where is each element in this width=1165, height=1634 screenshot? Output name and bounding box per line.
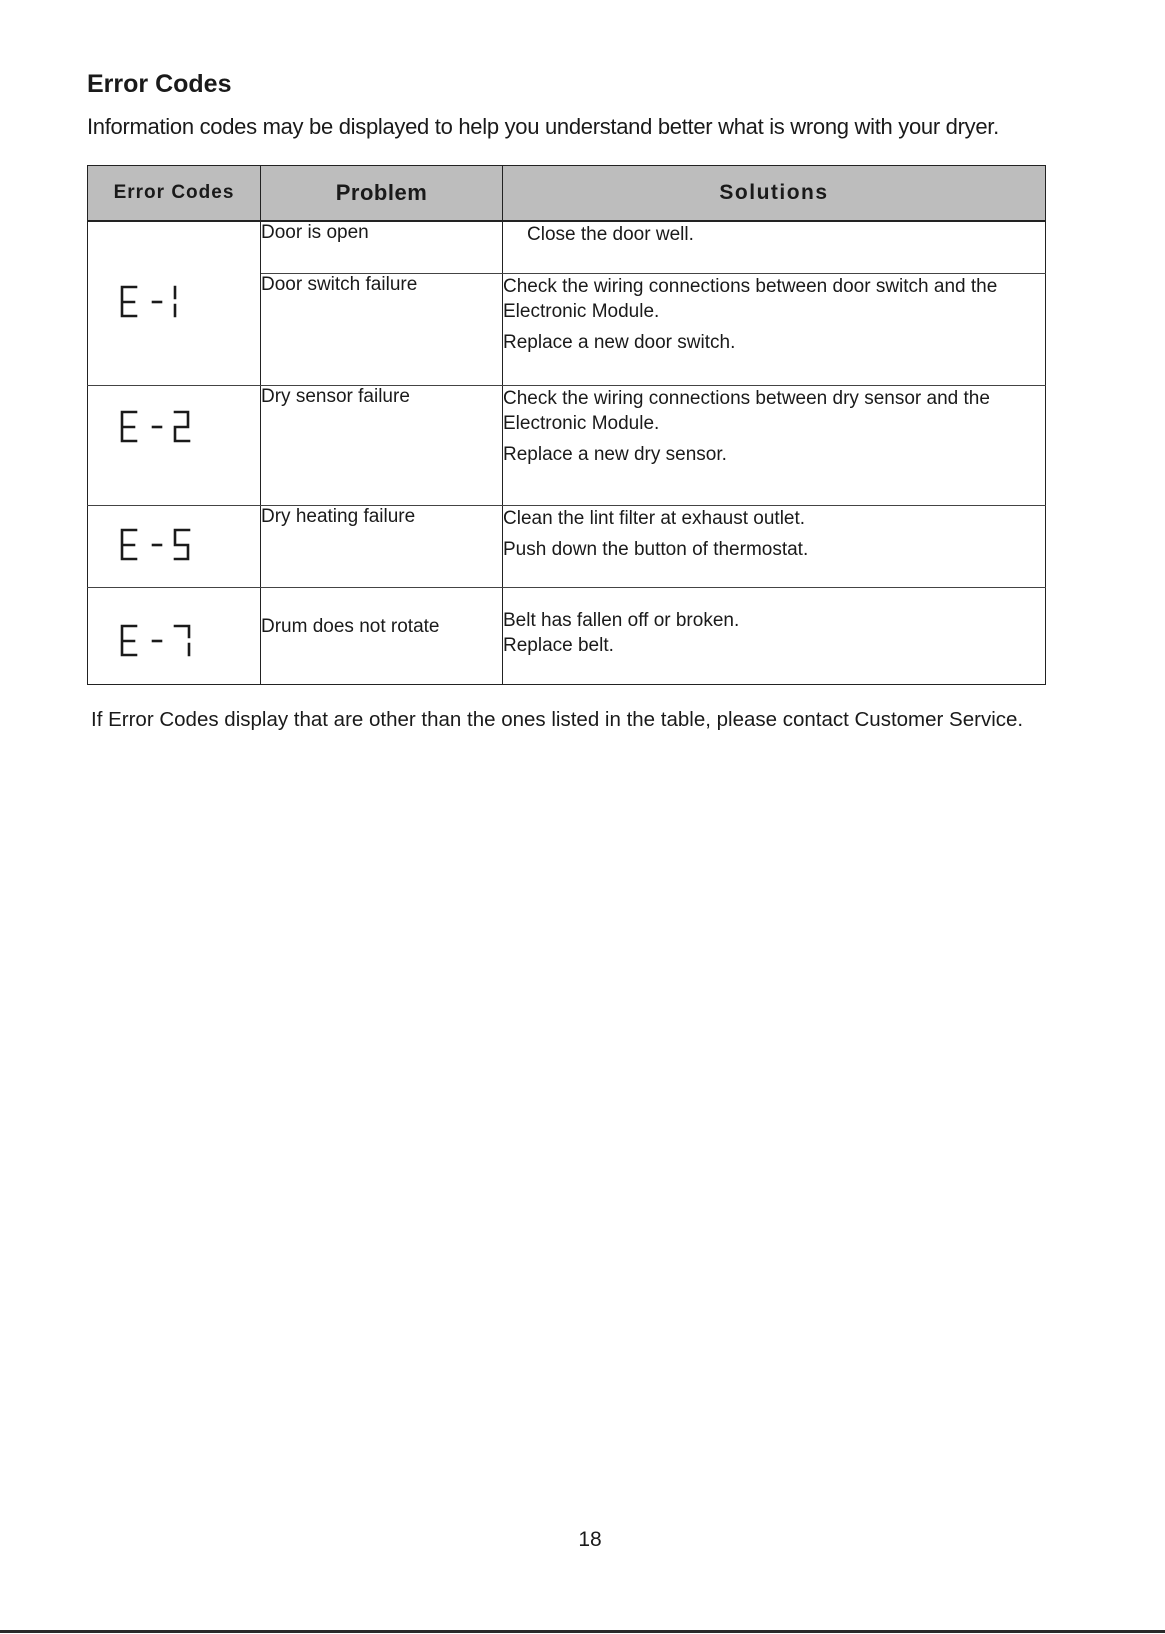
code-cell-e7 bbox=[88, 587, 261, 684]
segment-code-e5 bbox=[118, 526, 198, 566]
problem-cell: Door switch failure bbox=[261, 273, 503, 385]
solution-line: Electronic Module. bbox=[503, 412, 660, 434]
solution-cell bbox=[503, 221, 1046, 273]
solution-line: Check the wiring connections between door switch and the bbox=[503, 275, 998, 297]
solution-line: Replace a new door switch. bbox=[503, 331, 736, 353]
table-header-row bbox=[88, 166, 1046, 222]
page-title: Error Codes bbox=[87, 70, 232, 98]
header-solutions: Solutions bbox=[503, 166, 1046, 222]
solution-line: Replace belt. bbox=[503, 634, 614, 656]
error-codes-table bbox=[87, 165, 1046, 685]
problem-cell: Drum does not rotate bbox=[261, 587, 503, 684]
table-row bbox=[88, 587, 1046, 684]
solution-cell bbox=[503, 273, 1046, 385]
problem-cell: Dry sensor failure bbox=[261, 385, 503, 505]
segment-code-e2 bbox=[118, 408, 198, 448]
solution-line: Belt has fallen off or broken. bbox=[503, 609, 740, 631]
table-row bbox=[88, 385, 1046, 505]
segment-code-e7 bbox=[118, 622, 198, 662]
code-cell-e5 bbox=[88, 505, 261, 587]
table-row bbox=[88, 505, 1046, 587]
segment-code-e1 bbox=[118, 283, 198, 323]
solution-line: Push down the button of thermostat. bbox=[503, 538, 809, 560]
solution-line: Replace a new dry sensor. bbox=[503, 443, 727, 465]
solution-cell bbox=[503, 587, 1046, 684]
solution-cell bbox=[503, 505, 1046, 587]
header-error-codes: Error Codes bbox=[88, 166, 261, 222]
footer-note: If Error Codes display that are other than the ones listed in the table, please contact Customer Service. bbox=[91, 708, 1024, 731]
problem-cell: Dry heating failure bbox=[261, 505, 503, 587]
solution-line: Electronic Module. bbox=[503, 300, 660, 322]
solution-line: Check the wiring connections between dry sensor and the bbox=[503, 387, 990, 409]
bottom-rule bbox=[0, 1630, 1165, 1633]
intro-text: Information codes may be displayed to help you understand better what is wrong with your dryer. bbox=[87, 114, 999, 139]
solution-line: Close the door well. bbox=[527, 224, 694, 245]
header-problem: Problem bbox=[261, 166, 503, 222]
solution-cell bbox=[503, 385, 1046, 505]
code-cell-e2 bbox=[88, 385, 261, 505]
page-number: 18 bbox=[578, 1528, 602, 1551]
code-cell-e1 bbox=[88, 221, 261, 385]
table-row bbox=[88, 221, 1046, 273]
problem-cell: Door is open bbox=[261, 221, 503, 273]
solution-line: Clean the lint filter at exhaust outlet. bbox=[503, 507, 806, 529]
